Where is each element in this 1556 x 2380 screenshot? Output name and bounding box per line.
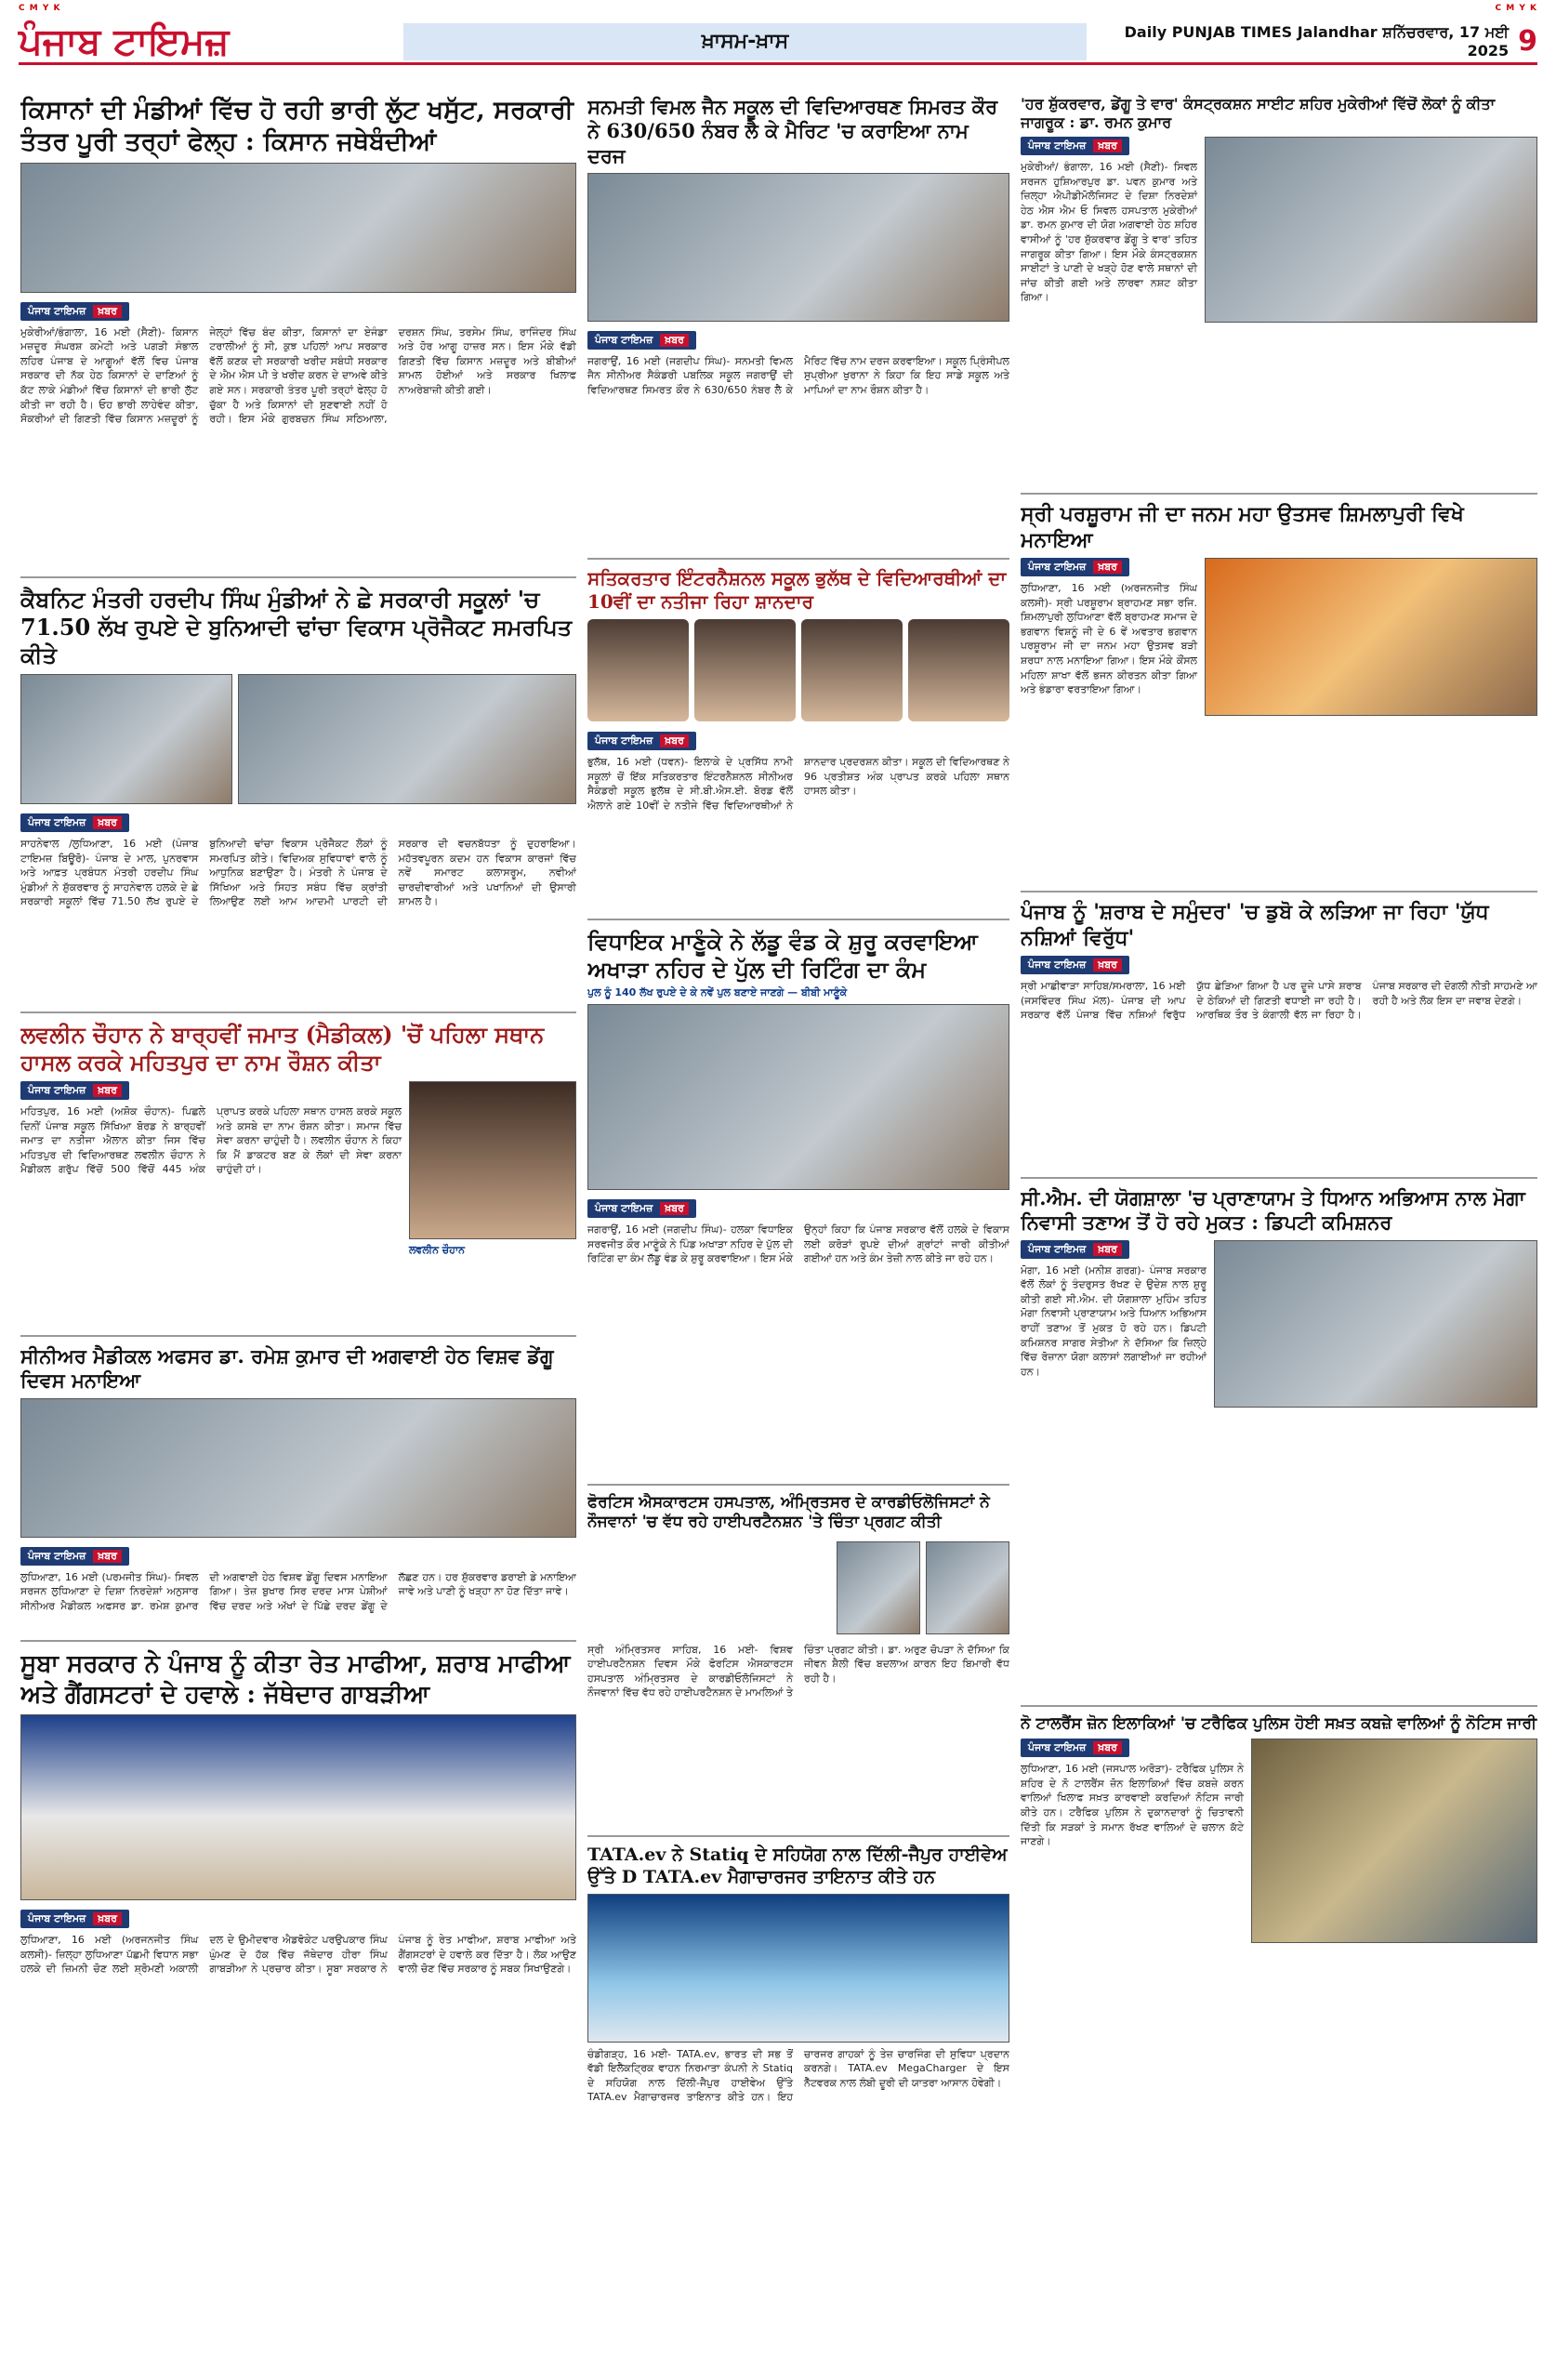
photo-bridge-ceremony [587,1004,1009,1190]
photo-caption: ਲਵਲੀਨ ਚੌਹਾਨ [409,1244,465,1256]
kicker-tag: ਖ਼ਬਰ [1093,959,1122,972]
kicker-brand: ਪੰਜਾਬ ਟਾਇਮਜ਼ [28,1549,86,1562]
photo-dengue-event [20,1398,576,1538]
page-footer [0,2354,1556,2380]
kicker-tag: ਖ਼ਬਰ [93,1912,122,1925]
kicker-tag: ਖ਼ਬਰ [93,816,122,829]
story-body: ਭੁਲੱਥ, 16 ਮਈ (ਧਵਨ)- ਇਲਾਕੇ ਦੇ ਪ੍ਰਸਿੱਧ ਨਾਮੀ ਸਕੂਲਾਂ ਚੋਂ ਇੱਕ ਸਤਿਕਰਤਾਰ ਇੰਟਰਨੈਸ਼ਨਲ ਸੀਨੀਅਰ ਸੈਕੰਡਰੀ ਸਕੂਲ ਭੁਲੱਥ ਦੇ ਸੀ.ਬੀ.ਐਸ.ਈ. ਬੋਰਡ ਵੱਲੋਂ ਐਲਾਨੇ ਗਏ 10ਵੀਂ ਦੇ ਨਤੀਜੇ ਵਿੱਚ ਵਿਦਿਆਰਥੀਆਂ ਨੇ ਸ਼ਾਨਦਾਰ ਪ੍ਰਦਰਸ਼ਨ ਕੀਤਾ। ਸਕੂਲ ਦੀ ਵਿਦਿਆਰਥਣ ਨੇ 96 ਪ੍ਰਤੀਸ਼ਤ ਅੰਕ ਪ੍ਰਾਪਤ ਕਰਕੇ ਪਹਿਲਾ ਸਥਾਨ ਹਾਸਲ ਕੀਤਾ। [587,756,1009,812]
story-body: ਲੁਧਿਆਣਾ, 16 ਮਈ (ਅਰਜਨਜੀਤ ਸਿੰਘ ਕਲਸੀ)- ਸ੍ਰੀ ਪਰਸ਼ੂਰਾਮ ਬ੍ਰਾਹਮਣ ਸਭਾ ਰਜਿ. ਸ਼ਿਮਲਾਪੁਰੀ ਲੁਧਿਆਣਾ ਵੱਲੋਂ ਬ੍ਰਾਹਮਣ ਸਮਾਜ ਦੇ ਭਗਵਾਨ ਵਿਸ਼ਨੂੰ ਜੀ ਦੇ 6 ਵੇਂ ਅਵਤਾਰ ਭਗਵਾਨ ਪਰਸ਼ੂਰਾਮ ਜੀ ਦਾ ਜਨਮ ਮਹਾ ਉਤਸਵ ਬੜੀ ਸ਼ਰਧਾ ਨਾਲ ਮਨਾਇਆ ਗਿਆ। ਇਸ ਮੌਕੇ ਕੌਂਸਲ ਮਹਿਲਾ ਸ਼ਾਖਾ ਵੱਲੋਂ ਭਜਨ ਕੀਰਤਨ ਕੀਤਾ ਗਿਆ ਅਤੇ ਭੰਡਾਰਾ ਵਰਤਾਇਆ ਗਿਆ। [1021,582,1197,696]
page-number: 9 [1518,25,1537,58]
kicker-brand: ਪੰਜਾਬ ਟਾਇਮਜ਼ [28,1912,86,1924]
kicker-badge [20,1910,129,1928]
kicker-tag: ਖ਼ਬਰ [93,305,122,318]
story-body: ਸ੍ਰੀ ਅੰਮ੍ਰਿਤਸਰ ਸਾਹਿਬ, 16 ਮਈ- ਵਿਸ਼ਵ ਹਾਈਪਰਟੈਨਸ਼ਨ ਦਿਵਸ ਮੌਕੇ ਫੋਰਟਿਸ ਐਸਕਾਰਟਸ ਹਸਪਤਾਲ ਅੰਮ੍ਰਿਤਸਰ ਦੇ ਕਾਰਡੀਓਲੋਜਿਸਟਾਂ ਨੇ ਨੌਜਵਾਨਾਂ ਵਿੱਚ ਵੱਧ ਰਹੇ ਹਾਈਪਰਟੈਨਸ਼ਨ ਦੇ ਮਾਮਲਿਆਂ ਤੇ ਚਿੰਤਾ ਪ੍ਰਗਟ ਕੀਤੀ। ਡਾ. ਅਰੁਣ ਚੋਪੜਾ ਨੇ ਦੱਸਿਆ ਕਿ ਜੀਵਨ ਸ਼ੈਲੀ ਵਿੱਚ ਬਦਲਾਅ ਕਾਰਨ ਇਹ ਬਿਮਾਰੀ ਵੱਧ ਰਹੀ ਹੈ। [587,1643,1009,1699]
kicker-badge [587,331,696,350]
story-body: ਲੁਧਿਆਣਾ, 16 ਮਈ (ਪਰਮਜੀਤ ਸਿੰਘ)- ਸਿਵਲ ਸਰਜਨ ਲੁਧਿਆਣਾ ਦੇ ਦਿਸ਼ਾ ਨਿਰਦੇਸ਼ਾਂ ਅਨੁਸਾਰ ਸੀਨੀਅਰ ਮੈਡੀਕਲ ਅਫਸਰ ਡਾ. ਰਮੇਸ਼ ਕੁਮਾਰ ਦੀ ਅਗਵਾਈ ਹੇਠ ਵਿਸ਼ਵ ਡੇਂਗੂ ਦਿਵਸ ਮਨਾਇਆ ਗਿਆ। ਤੇਜ਼ ਬੁਖਾਰ ਸਿਰ ਦਰਦ ਮਾਸ ਪੇਸ਼ੀਆਂ ਵਿੱਚ ਦਰਦ ਅਤੇ ਅੱਖਾਂ ਦੇ ਪਿੱਛੇ ਦਰਦ ਡੇਂਗੂ ਦੇ ਲੱਛਣ ਹਨ। ਹਰ ਸ਼ੁੱਕਰਵਾਰ ਡਰਾਈ ਡੇ ਮਨਾਇਆ ਜਾਵੇ ਅਤੇ ਪਾਣੀ ਨੂੰ ਖੜ੍ਹਾ ਨਾ ਹੋਣ ਦਿੱਤਾ ਜਾਵੇ। [20,1570,576,1612]
kicker-badge [1021,137,1129,155]
kicker-badge [1021,1240,1129,1259]
kicker-badge [1021,956,1129,974]
column-middle [587,95,1009,2343]
section-title: ਖ਼ਾਸਮ-ਖ਼ਾਸ [403,23,1087,60]
colorbar-right: C M Y K [1495,4,1537,13]
photo-traffic-police [1251,1739,1537,1943]
story-dengue-mukerian [1021,95,1537,495]
kicker-tag: ਖ਼ਬਰ [93,1084,122,1097]
story-lovleen-chauhan [20,1021,576,1337]
masthead-logo: ਪੰਜਾਬ ਟਾਇਮਜ਼ [19,19,230,63]
story-body: ਲੁਧਿਆਣਾ, 16 ਮਈ (ਅਰਜਨਜੀਤ ਸਿੰਘ ਕਲਸੀ)- ਜ਼ਿਲ੍ਹਾ ਲੁਧਿਆਣਾ ਪੱਛਮੀ ਵਿਧਾਨ ਸਭਾ ਹਲਕੇ ਦੀ ਜ਼ਿਮਨੀ ਚੋਣ ਲਈ ਸ਼੍ਰੋਮਣੀ ਅਕਾਲੀ ਦਲ ਦੇ ਉਮੀਦਵਾਰ ਐਡਵੋਕੇਟ ਪਰਉਪਕਾਰ ਸਿੰਘ ਘੁੰਮਣ ਦੇ ਹੱਕ ਵਿੱਚ ਜੱਥੇਦਾਰ ਹੀਰਾ ਸਿੰਘ ਗਾਬੜੀਆ ਨੇ ਪ੍ਰਚਾਰ ਕੀਤਾ। ਸੂਬਾ ਸਰਕਾਰ ਨੇ ਪੰਜਾਬ ਨੂੰ ਰੇਤ ਮਾਫੀਆ, ਸ਼ਰਾਬ ਮਾਫੀਆ ਅਤੇ ਗੈਂਗਸਟਰਾਂ ਦੇ ਹਵਾਲੇ ਕਰ ਦਿੱਤਾ ਹੈ। ਲੋਕ ਆਉਣ ਵਾਲੀ ਚੋਣ ਵਿੱਚ ਸਰਕਾਰ ਨੂੰ ਸਬਕ ਸਿਖਾਉਣਗੇ। [20,1934,576,1976]
kicker-brand: ਪੰਜਾਬ ਟਾਇਮਜ਼ [28,816,86,828]
headline: ਸ੍ਰੀ ਪਰਸ਼ੂਰਾਮ ਜੀ ਦਾ ਜਨਮ ਮਹਾ ਉਤਸਵ ਸ਼ਿਮਲਾਪੁਰੀ ਵਿਖੇ ਮਨਾਇਆ [1021,502,1464,552]
story-body: ਸਾਹਨੇਵਾਲ /ਲੁਧਿਆਣਾ, 16 ਮਈ (ਪੰਜਾਬ ਟਾਇਮਜ਼ ਬਿਊਰੋ)- ਪੰਜਾਬ ਦੇ ਮਾਲ, ਪੁਨਰਵਾਸ ਅਤੇ ਆਫ਼ਤ ਪ੍ਰਬੰਧਨ ਮੰਤਰੀ ਹਰਦੀਪ ਸਿੰਘ ਮੁੰਡੀਆਂ ਨੇ ਸ਼ੁੱਕਰਵਾਰ ਨੂੰ ਸਾਹਨੇਵਾਲ ਹਲਕੇ ਦੇ ਛੇ ਸਰਕਾਰੀ ਸਕੂਲਾਂ ਵਿੱਚ 71.50 ਲੱਖ ਰੁਪਏ ਦੇ ਬੁਨਿਆਦੀ ਢਾਂਚਾ ਵਿਕਾਸ ਪ੍ਰੋਜੈਕਟ ਲੋਕਾਂ ਨੂੰ ਸਮਰਪਿਤ ਕੀਤੇ। ਵਿਦਿਅਕ ਸੁਵਿਧਾਵਾਂ ਵਾਲੇ ਨੂੰ ਆਧੁਨਿਕ ਬਣਾਉਣਾ ਹੈ। ਮੰਤਰੀ ਨੇ ਪੰਜਾਬ ਦੇ ਸਿੱਖਿਆ ਅਤੇ ਸਿਹਤ ਸਬੰਧ ਵਿੱਚ ਕ੍ਰਾਂਤੀ ਲਿਆਉਣ ਲਈ ਆਮ ਆਦਮੀ ਪਾਰਟੀ ਦੀ ਸਰਕਾਰ ਦੀ ਵਚਨਬੱਧਤਾ ਨੂੰ ਦੁਹਰਾਇਆ। ਮਹੱਤਵਪੂਰਨ ਕਦਮ ਹਨ ਵਿਕਾਸ ਕਾਰਜਾਂ ਵਿੱਚ ਨਵੇਂ ਸਮਾਰਟ ਕਲਾਸਰੂਮ, ਨਵੀਆਂ ਚਾਰਦੀਵਾਰੀਆਂ ਅਤੇ ਪਖਾਨਿਆਂ ਦੀ ਉਸਾਰੀ ਸ਼ਾਮਲ ਹੈ। [20,838,576,908]
headline: ਵਿਧਾਇਕ ਮਾਣੂੰਕੇ ਨੇ ਲੱਡੂ ਵੰਡ ਕੇ ਸ਼ੁਰੂ ਕਰਵਾਇਆ ਅਖਾੜਾ ਨਹਿਰ ਦੇ ਪੁੱਲ ਦੀ ਰਿਟਿੰਗ ਦਾ ਕੰਮ [587,928,978,983]
kicker-badge [1021,1739,1129,1757]
photo-doctor [926,1541,1009,1634]
headline: ਸਤਿਕਰਤਾਰ ਇੰਟਰਨੈਸ਼ਨਲ ਸਕੂਲ ਭੁਲੱਥ ਦੇ ਵਿਦਿਆਰਥੀਆਂ ਦਾ 10ਵੀਂ ਦਾ ਨਤੀਜਾ ਰਿਹਾ ਸ਼ਾਨਦਾਰ [587,567,1007,613]
topper-photo [587,619,689,721]
topper-photo [694,619,796,721]
story-body: ਮੁਕੇਰੀਆਂ/ਭੰਗਾਲਾ, 16 ਮਈ (ਸੈਣੀ)- ਕਿਸਾਨ ਮਜ਼ਦੂਰ ਸੰਘਰਸ਼ ਕਮੇਟੀ ਅਤੇ ਪਗੜੀ ਸੰਭਾਲ ਲਹਿਰ ਪੰਜਾਬ ਦੇ ਆਗੂਆਂ ਵੱਲੋਂ ਵਿਚ ਪੰਜਾਬ ਸਰਕਾਰ ਦੀ ਨੱਕ ਹੇਠ ਕਿਸਾਨਾਂ ਦੇ ਦਾਣਿਆਂ ਨੂੰ ਕੱਟ ਲਾਕੇ ਮੰਡੀਆਂ ਵਿੱਚ ਕਿਸਾਨਾਂ ਦੀ ਭਾਰੀ ਲੁੱਟ ਕੀਤੀ ਜਾ ਰਹੀ ਹੈ। ਓਹ ਭਾਰੀ ਲਾਹੇਵੰਦ ਕੀਤਾ, ਸੋਕਰੀਆਂ ਦੀ ਗਿਣਤੀ ਵਿੱਚ ਕਿਸਾਨ ਮਜ਼ਦੂਰਾਂ ਨੂੰ ਜੇਲ੍ਹਾਂ ਵਿੱਚ ਬੰਦ ਕੀਤਾ, ਕਿਸਾਨਾਂ ਦਾ ਏਜੰਡਾ ਟਰਾਲੀਆਂ ਨੂੰ ਸੀ, ਕੁਝ ਪਹਿਲਾਂ ਆਪ ਸਰਕਾਰ ਵੱਲੋਂ ਕਣਕ ਦੀ ਸਰਕਾਰੀ ਖਰੀਦ ਸਬੰਧੀ ਸਰਕਾਰ ਦੇ ਐਮ ਐਸ ਪੀ ਤੇ ਖਰੀਦ ਕਰਨ ਦੇ ਦਾਅਵੇ ਕੀਤੇ ਗਏ ਸਨ। ਸਰਕਾਰੀ ਤੰਤਰ ਪੂਰੀ ਤਰ੍ਹਾਂ ਫੇਲ੍ਹ ਹੋ ਚੁੱਕਾ ਹੈ ਅਤੇ ਕਿਸਾਨਾਂ ਦੀ ਸੁਣਵਾਈ ਨਹੀਂ ਹੋ ਰਹੀ। ਇਸ ਮੌਕੇ ਗੁਰਬਚਨ ਸਿੰਘ ਸਠਿਆਲਾ, ਦਰਸ਼ਨ ਸਿੰਘ, ਤਰਸੇਮ ਸਿੰਘ, ਰਾਜਿੰਦਰ ਸਿੰਘ ਅਤੇ ਹੋਰ ਆਗੂ ਹਾਜ਼ਰ ਸਨ। ਇਸ ਮੌਕੇ ਵੱਡੀ ਗਿਣਤੀ ਵਿੱਚ ਕਿਸਾਨ ਮਜ਼ਦੂਰ ਅਤੇ ਬੀਬੀਆਂ ਸ਼ਾਮਲ ਹੋਈਆਂ ਅਤੇ ਸਰਕਾਰ ਖਿਲਾਫ ਨਾਅਰੇਬਾਜ਼ੀ ਕੀਤੀ ਗਈ। [20,325,576,426]
story-body: ਜਗਰਾਉਂ, 16 ਮਈ (ਜਗਦੀਪ ਸਿੰਘ)- ਸਨਮਤੀ ਵਿਮਲ ਜੈਨ ਸੀਨੀਅਰ ਸੈਕੰਡਰੀ ਪਬਲਿਕ ਸਕੂਲ ਜਗਰਾਉਂ ਦੀ ਵਿਦਿਆਰਥਣ ਸਿਮਰਤ ਕੌਰ ਨੇ 630/650 ਨੰਬਰ ਲੈ ਕੇ ਮੈਰਿਟ ਵਿੱਚ ਨਾਮ ਦਰਜ ਕਰਵਾਇਆ। ਸਕੂਲ ਪ੍ਰਿੰਸੀਪਲ ਸੁਪ੍ਰੀਆ ਖੁਰਾਨਾ ਨੇ ਕਿਹਾ ਕਿ ਇਹ ਸਾਡੇ ਸਕੂਲ ਅਤੇ ਮਾਪਿਆਂ ਦਾ ਨਾਮ ਰੌਸ਼ਨ ਕੀਤਾ ਹੈ। [587,354,1009,396]
headline: ਕਿਸਾਨਾਂ ਦੀ ਮੰਡੀਆਂ ਵਿੱਚ ਹੋ ਰਹੀ ਭਾਰੀ ਲੁੱਟ ਖਸੁੱਟ, ਸਰਕਾਰੀ ਤੰਤਰ ਪੂਰੀ ਤਰ੍ਹਾਂ ਫੇਲ੍ਹ : ਕਿਸਾਨ ਜਥੇਬੰਦੀਆਂ [20,96,574,156]
headline: ਨੋ ਟਾਲਰੈਂਸ ਜ਼ੋਨ ਇਲਾਕਿਆਂ 'ਚ ਟਰੈਫਿਕ ਪੁਲਿਸ ਹੋਈ ਸਖ਼ਤ ਕਬਜ਼ੇ ਵਾਲਿਆਂ ਨੂੰ ਨੋਟਿਸ ਜਾਰੀ [1021,1714,1537,1733]
headline: TATA.ev ਨੇ Statiq ਦੇ ਸਹਿਯੋਗ ਨਾਲ ਦਿੱਲੀ-ਜੈਪੁਰ ਹਾਈਵੇਅ ਉੱਤੇ D TATA.ev ਮੈਗਾਚਾਰਜਰ ਤਾਇਨਾਤ ਕੀਤੇ ਹਨ [587,1844,1008,1887]
kicker-tag: ਖ਼ਬਰ [1093,1741,1122,1754]
topper-photo [908,619,1009,721]
kicker-badge [20,1081,129,1100]
dateline: Daily PUNJAB TIMES Jalandhar ਸ਼ਨਿੱਚਰਵਾਰ, 17 ਮਈ 2025 [1124,23,1510,60]
story-body: ਸ੍ਰੀ ਮਾਛੀਵਾੜਾ ਸਾਹਿਬ/ਸਮਰਾਲਾ, 16 ਮਈ (ਜਸਵਿੰਦਰ ਸਿੰਘ ਮੱਲ)- ਪੰਜਾਬ ਦੀ ਆਪ ਸਰਕਾਰ ਵੱਲੋਂ ਪੰਜਾਬ ਵਿੱਚ ਨਸ਼ਿਆਂ ਵਿਰੁੱਧ ਯੁੱਧ ਛੇੜਿਆ ਗਿਆ ਹੈ ਪਰ ਦੂਜੇ ਪਾਸੇ ਸ਼ਰਾਬ ਦੇ ਠੇਕਿਆਂ ਦੀ ਗਿਣਤੀ ਵਧਾਈ ਜਾ ਰਹੀ ਹੈ। ਆਰਥਿਕ ਤੌਰ ਤੇ ਕੰਗਾਲੀ ਵੱਲ ਜਾ ਰਿਹਾ ਹੈ। ਪੰਜਾਬ ਸਰਕਾਰ ਦੀ ਦੋਗਲੀ ਨੀਤੀ ਸਾਹਮਣੇ ਆ ਰਹੀ ਹੈ ਅਤੇ ਲੋਕ ਇਸ ਦਾ ਜਵਾਬ ਦੇਣਗੇ। [1021,980,1537,1022]
kicker-brand: ਪੰਜਾਬ ਟਾਇਮਜ਼ [595,734,653,747]
colorbar-left: C M Y K [19,4,61,13]
headline: 'ਹਰ ਸ਼ੁੱਕਰਵਾਰ, ਡੇਂਗੂ ਤੇ ਵਾਰ' ਕੰਸਟ੍ਰਕਸ਼ਨ ਸਾਈਟ ਸ਼ਹਿਰ ਮੁਕੇਰੀਆਂ ਵਿੱਚੋਂ ਲੋਕਾਂ ਨੂੰ ਕੀਤਾ ਜਾਗਰੂਕ : ਡਾ. ਰਮਨ ਕੁਮਾਰ [1021,95,1496,131]
kicker-brand: ਪੰਜਾਬ ਟਾਇਮਜ਼ [595,1202,653,1214]
story-body: ਮੁਕੇਰੀਆਂ/ ਭੰਗਾਲਾ, 16 ਮਈ (ਸੈਣੀ)- ਸਿਵਲ ਸਰਜਨ ਹੁਸ਼ਿਆਰਪੁਰ ਡਾ. ਪਵਨ ਕੁਮਾਰ ਅਤੇ ਜ਼ਿਲ੍ਹਾ ਐਪੀਡੀਮੋਲੋਜਿਸਟ ਦੇ ਦਿਸ਼ਾ ਨਿਰਦੇਸ਼ਾਂ ਹੇਠ ਐਸ ਐਮ ਓ ਸਿਵਲ ਹਸਪਤਾਲ ਮੁਕੇਰੀਆਂ ਡਾ. ਰਮਨ ਕੁਮਾਰ ਦੀ ਯੋਗ ਅਗਵਾਈ ਹੇਠ ਸ਼ਹਿਰ ਵਾਸੀਆਂ ਨੂੰ 'ਹਰ ਸ਼ੁੱਕਰਵਾਰ ਡੇਂਗੂ ਤੇ ਵਾਰ' ਤਹਿਤ ਜਾਗਰੂਕ ਕੀਤਾ ਗਿਆ। ਇਸ ਮੌਕੇ ਕੰਸਟ੍ਰਕਸ਼ਨ ਸਾਈਟਾਂ ਤੇ ਪਾਣੀ ਦੇ ਖੜ੍ਹੇ ਹੋਣ ਵਾਲੇ ਸਥਾਨਾਂ ਦੀ ਜਾਂਚ ਕੀਤੀ ਗਈ ਅਤੇ ਲਾਰਵਾ ਨਸ਼ਟ ਕੀਤਾ ਗਿਆ। [1021,161,1197,304]
headline: ਸੀ.ਐਮ. ਦੀ ਯੋਗਸ਼ਾਲਾ 'ਚ ਪ੍ਰਾਣਾਯਾਮ ਤੇ ਧਿਆਨ ਅਭਿਆਸ ਨਾਲ ਮੋਗਾ ਨਿਵਾਸੀ ਤਣਾਅ ਤੋਂ ਹੋ ਰਹੇ ਮੁਕਤ : ਡਿਪਟੀ ਕਮਿਸ਼ਨਰ [1021,1186,1525,1235]
kicker-tag: ਖ਼ਬਰ [1093,561,1122,574]
kicker-badge [20,813,129,832]
story-parshuram-jayanti [1021,502,1537,892]
photo-toppers [587,619,1009,721]
kicker-badge [20,1547,129,1566]
story-tata-ev [587,1844,1009,2337]
kicker-brand: ਪੰਜਾਬ ਟਾਇਮਜ਼ [1028,139,1087,152]
story-farmers-mandi [20,95,576,578]
headline: ਪੰਜਾਬ ਨੂੰ 'ਸ਼ਰਾਬ ਦੇ ਸਮੁੰਦਰ' 'ਚ ਡੁਬੋ ਕੇ ਲੜਿਆ ਜਾ ਰਿਹਾ 'ਯੁੱਧ ਨਸ਼ਿਆਂ ਵਿਰੁੱਧ' [1021,900,1489,950]
headline: ਲਵਲੀਨ ਚੌਹਾਨ ਨੇ ਬਾਰ੍ਹਵੀਂ ਜਮਾਤ (ਮੈਡੀਕਲ) 'ਚੋਂ ਪਹਿਲਾ ਸਥਾਨ ਹਾਸਲ ਕਰਕੇ ਮਹਿਤਪੁਰ ਦਾ ਨਾਮ ਰੌਸ਼ਨ ਕੀਤਾ [20,1021,545,1076]
story-cabinet-minister-schools [20,586,576,1013]
kicker-badge [1021,558,1129,576]
kicker-brand: ਪੰਜਾਬ ਟਾਇਮਜ਼ [1028,959,1087,971]
kicker-badge [20,302,129,321]
photo-construction-site [1205,137,1537,323]
page-header [19,20,1537,65]
story-body: ਮੋਗਾ, 16 ਮਈ (ਮਨੀਸ਼ ਗਰਗ)- ਪੰਜਾਬ ਸਰਕਾਰ ਵੱਲੋਂ ਲੋਕਾਂ ਨੂੰ ਤੰਦਰੁਸਤ ਰੱਖਣ ਦੇ ਉਦੇਸ਼ ਨਾਲ ਸ਼ੁਰੂ ਕੀਤੀ ਗਈ ਸੀ.ਐਮ. ਦੀ ਯੋਗਸ਼ਾਲਾ ਮੁਹਿੰਮ ਤਹਿਤ ਮੋਗਾ ਨਿਵਾਸੀ ਪ੍ਰਾਣਾਯਾਮ ਅਤੇ ਧਿਆਨ ਅਭਿਆਸ ਰਾਹੀਂ ਤਣਾਅ ਤੋਂ ਮੁਕਤ ਹੋ ਰਹੇ ਹਨ। ਡਿਪਟੀ ਕਮਿਸ਼ਨਰ ਸਾਗਰ ਸੇਤੀਆ ਨੇ ਦੱਸਿਆ ਕਿ ਜ਼ਿਲ੍ਹੇ ਵਿੱਚ ਰੋਜ਼ਾਨਾ ਯੋਗਾ ਕਲਾਸਾਂ ਲਗਾਈਆਂ ਜਾ ਰਹੀਆਂ ਹਨ। [1021,1263,1207,1378]
headline: ਫੋਰਟਿਸ ਐਸਕਾਰਟਸ ਹਸਪਤਾਲ, ਅੰਮ੍ਰਿਤਸਰ ਦੇ ਕਾਰਡੀਓਲੋਜਿਸਟਾਂ ਨੇ ਨੌਜਵਾਨਾਂ 'ਚ ਵੱਧ ਰਹੇ ਹਾਈਪਰਟੈਨਸ਼ਨ 'ਤੇ ਚਿੰਤਾ ਪ੍ਰਗਟ ਕੀਤੀ [587,1493,990,1532]
headline: ਸੂਬਾ ਸਰਕਾਰ ਨੇ ਪੰਜਾਬ ਨੂੰ ਕੀਤਾ ਰੇਤ ਮਾਫੀਆ, ਸ਼ਰਾਬ ਮਾਫੀਆ ਅਤੇ ਗੈਂਗਸਟਰਾਂ ਦੇ ਹਵਾਲੇ : ਜੱਥੇਦਾਰ ਗਾਬੜੀਆ [20,1650,571,1709]
photo-farmers [20,163,576,293]
column-left [20,95,576,2343]
kicker-brand: ਪੰਜਾਬ ਟਾਇਮਜ਼ [1028,1242,1087,1255]
photo-student [409,1081,576,1239]
kicker-tag: ਖ਼ਬਰ [1093,139,1122,152]
photo-school-felicitation [587,173,1009,322]
photo-press-conference [20,1714,576,1900]
photo-ev-charger [587,1894,1009,2043]
story-satkartar-school [587,567,1009,920]
kicker-brand: ਪੰਜਾਬ ਟਾਇਮਜ਼ [1028,561,1087,573]
story-traffic-police [1021,1714,1537,2291]
story-body: ਚੰਡੀਗੜ੍ਹ, 16 ਮਈ- TATA.ev, ਭਾਰਤ ਦੀ ਸਭ ਤੋਂ ਵੱਡੀ ਇਲੈਕਟ੍ਰਿਕ ਵਾਹਨ ਨਿਰਮਾਤਾ ਕੰਪਨੀ ਨੇ Statiq ਦੇ ਸਹਿਯੋਗ ਨਾਲ ਦਿੱਲੀ-ਜੈਪੁਰ ਹਾਈਵੇਅ ਉੱਤੇ TATA.ev ਮੈਗਾਚਾਰਜਰ ਤਾਇਨਾਤ ਕੀਤੇ ਹਨ। ਇਹ ਚਾਰਜਰ ਗਾਹਕਾਂ ਨੂੰ ਤੇਜ਼ ਚਾਰਜਿੰਗ ਦੀ ਸੁਵਿਧਾ ਪ੍ਰਦਾਨ ਕਰਨਗੇ। TATA.ev MegaCharger ਦੇ ਇਸ ਨੈੱਟਵਰਕ ਨਾਲ ਲੰਬੀ ਦੂਰੀ ਦੀ ਯਾਤਰਾ ਆਸਾਨ ਹੋਵੇਗੀ। [587,2047,1009,2104]
story-body: ਜਗਰਾਉਂ, 16 ਮਈ (ਜਗਦੀਪ ਸਿੰਘ)- ਹਲਕਾ ਵਿਧਾਇਕ ਸਰਵਜੀਤ ਕੌਰ ਮਾਣੂੰਕੇ ਨੇ ਪਿੰਡ ਅਖਾੜਾ ਨਹਿਰ ਦੇ ਪੁੱਲ ਦੀ ਰਿਟਿੰਗ ਦਾ ਕੰਮ ਲੱਡੂ ਵੰਡ ਕੇ ਸ਼ੁਰੂ ਕਰਵਾਇਆ। ਇਸ ਮੌਕੇ ਉਨ੍ਹਾਂ ਕਿਹਾ ਕਿ ਪੰਜਾਬ ਸਰਕਾਰ ਵੱਲੋਂ ਹਲਕੇ ਦੇ ਵਿਕਾਸ ਲਈ ਕਰੋੜਾਂ ਰੁਪਏ ਦੀਆਂ ਗ੍ਰਾਂਟਾਂ ਜਾਰੀ ਕੀਤੀਆਂ ਗਈਆਂ ਹਨ ਅਤੇ ਕੰਮ ਤੇਜ਼ੀ ਨਾਲ ਕੀਤੇ ਜਾ ਰਹੇ ਹਨ। [587,1223,1009,1265]
kicker-brand: ਪੰਜਾਬ ਟਾਇਮਜ਼ [28,1084,86,1096]
kicker-tag: ਖ਼ਬਰ [1093,1243,1122,1256]
story-cm-yogshala [1021,1186,1537,1707]
column-right [1021,95,1537,2343]
story-fortis-hypertension [587,1493,1009,1837]
photo-celebration [1205,558,1537,716]
story-dengue-day [20,1344,576,1642]
topper-photo [801,619,903,721]
story-gabria [20,1649,576,2319]
kicker-tag: ਖ਼ਬਰ [93,1550,122,1563]
story-body: ਲੁਧਿਆਣਾ, 16 ਮਈ (ਜਸਪਾਲ ਅਰੋੜਾ)- ਟਰੈਫਿਕ ਪੁਲਿਸ ਨੇ ਸ਼ਹਿਰ ਦੇ ਨੋ ਟਾਲਰੈਂਸ ਜ਼ੋਨ ਇਲਾਕਿਆਂ ਵਿੱਚ ਕਬਜ਼ੇ ਕਰਨ ਵਾਲਿਆਂ ਖਿਲਾਫ ਸਖ਼ਤ ਕਾਰਵਾਈ ਕਰਦਿਆਂ ਨੋਟਿਸ ਜਾਰੀ ਕੀਤੇ ਹਨ। ਟਰੈਫਿਕ ਪੁਲਿਸ ਨੇ ਦੁਕਾਨਦਾਰਾਂ ਨੂੰ ਚਿਤਾਵਨੀ ਦਿੱਤੀ ਕਿ ਸੜਕਾਂ ਤੇ ਸਮਾਨ ਰੱਖਣ ਵਾਲਿਆਂ ਦੇ ਚਲਾਨ ਕੱਟੇ ਜਾਣਗੇ। [1021,1763,1244,1848]
story-body: ਮਹਿਤਪੁਰ, 16 ਮਈ (ਅਸ਼ੋਕ ਚੌਹਾਨ)- ਪਿਛਲੇ ਦਿਨੀਂ ਪੰਜਾਬ ਸਕੂਲ ਸਿੱਖਿਆ ਬੋਰਡ ਨੇ ਬਾਰ੍ਹਵੀਂ ਜਮਾਤ ਦਾ ਨਤੀਜਾ ਐਲਾਨ ਕੀਤਾ ਜਿਸ ਵਿੱਚ ਮਹਿਤਪੁਰ ਦੀ ਵਿਦਿਆਰਥਣ ਲਵਲੀਨ ਚੌਹਾਨ ਨੇ ਮੈਡੀਕਲ ਗਰੁੱਪ ਵਿੱਚੋਂ 500 ਵਿੱਚੋਂ 445 ਅੰਕ ਪ੍ਰਾਪਤ ਕਰਕੇ ਪਹਿਲਾ ਸਥਾਨ ਹਾਸਲ ਕਰਕੇ ਸਕੂਲ ਅਤੇ ਕਸਬੇ ਦਾ ਨਾਮ ਰੌਸ਼ਨ ਕੀਤਾ। ਸਮਾਜ ਵਿੱਚ ਸੇਵਾ ਕਰਨਾ ਚਾਹੁੰਦੀ ਹੈ। ਲਵਲੀਨ ਚੌਹਾਨ ਨੇ ਕਿਹਾ ਕਿ ਮੈਂ ਡਾਕਟਰ ਬਣ ਕੇ ਲੋਕਾਂ ਦੀ ਸੇਵਾ ਕਰਨਾ ਚਾਹੁੰਦੀ ਹਾਂ। [20,1105,402,1176]
photo-minister [238,674,576,804]
kicker-brand: ਪੰਜਾਬ ਟਾਇਮਜ਼ [28,304,86,317]
kicker-brand: ਪੰਜਾਬ ਟਾਇਮਜ਼ [1028,1741,1087,1754]
kicker-tag: ਖ਼ਬਰ [660,1202,689,1215]
story-manuke-bridge [587,928,1009,1486]
story-simrat-kaur [587,95,1009,560]
kicker-tag: ਖ਼ਬਰ [660,734,689,747]
photo-yoga-class [1214,1240,1537,1408]
photo-doctor [837,1541,920,1634]
headline: ਕੈਬਨਿਟ ਮੰਤਰੀ ਹਰਦੀਪ ਸਿੰਘ ਮੁੰਡੀਆਂ ਨੇ ਛੇ ਸਰਕਾਰੀ ਸਕੂਲਾਂ 'ਚ 71.50 ਲੱਖ ਰੁਪਏ ਦੇ ਬੁਨਿਆਦੀ ਢਾਂਚਾ ਵਿਕਾਸ ਪ੍ਰੋਜੈਕਟ ਸਮਰਪਿਤ ਕੀਤੇ [20,586,573,668]
headline: ਸਨਮਤੀ ਵਿਮਲ ਜੈਨ ਸਕੂਲ ਦੀ ਵਿਦਿਆਰਥਣ ਸਿਮਰਤ ਕੌਰ ਨੇ 630/650 ਨੰਬਰ ਲੈ ਕੇ ਮੈਰਿਟ 'ਚ ਕਰਾਇਆ ਨਾਮ ਦਰਜ [587,95,998,167]
kicker-brand: ਪੰਜਾਬ ਟਾਇਮਜ਼ [595,333,653,346]
headline: ਸੀਨੀਅਰ ਮੈਡੀਕਲ ਅਫਸਰ ਡਾ. ਰਮੇਸ਼ ਕੁਮਾਰ ਦੀ ਅਗਵਾਈ ਹੇਠ ਵਿਸ਼ਵ ਡੇਂਗੂ ਦਿਵਸ ਮਨਾਇਆ [20,1344,554,1393]
kicker-badge [587,732,696,750]
story-liquor-drugs [1021,900,1537,1179]
photo-plaque [20,674,232,804]
subheadline: ਪੁਲ ਨੂੰ 140 ਲੱਖ ਰੁਪਏ ਦੇ ਕੇ ਨਵੇਂ ਪੁਲ ਬਣਾਏ ਜਾਣਗੇ — ਬੀਬੀ ਮਾਣੂੰਕੇ [587,986,848,998]
kicker-tag: ਖ਼ਬਰ [660,334,689,347]
kicker-badge [587,1199,696,1218]
